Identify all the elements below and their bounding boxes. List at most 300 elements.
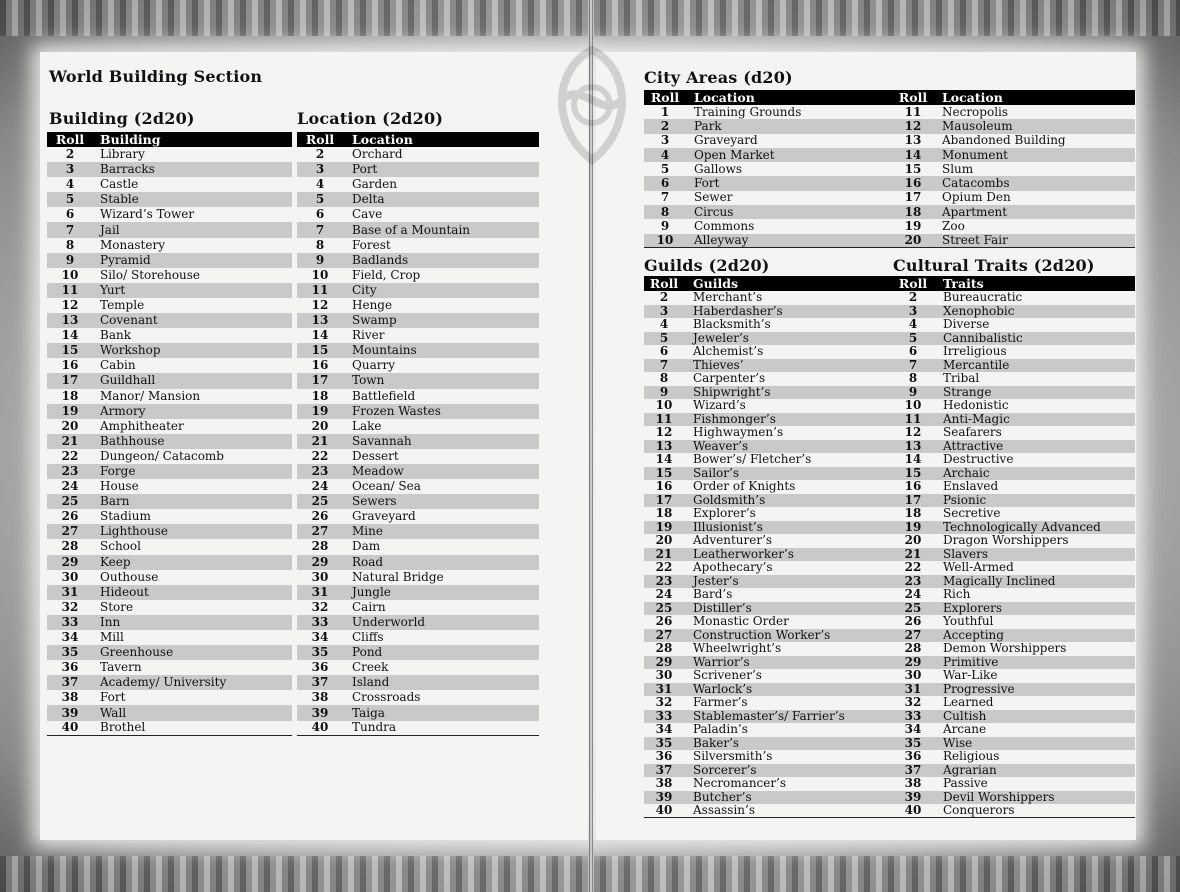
- guild-cell: Fishmonger’s: [684, 413, 892, 427]
- roll-cell: 8: [315, 237, 325, 252]
- celtic-knot-icon: [532, 40, 652, 180]
- roll-cell: 34: [311, 630, 329, 645]
- table-row: [47, 389, 292, 404]
- table-row: [644, 345, 1135, 359]
- roll-cell: 5: [892, 332, 934, 346]
- table-row: [47, 268, 292, 283]
- location-cell: Pond: [343, 645, 539, 660]
- roll-cell: 40: [655, 803, 673, 817]
- table-row: [47, 509, 292, 524]
- roll-cell: 21: [297, 434, 343, 449]
- table-row: [47, 343, 292, 358]
- location-table: [297, 132, 539, 736]
- table-row: [47, 464, 292, 479]
- table-row: [297, 298, 539, 313]
- building-cell: Lighthouse: [93, 524, 292, 539]
- roll-cell: 26: [311, 509, 329, 524]
- roll-cell: 16: [655, 479, 673, 494]
- roll-cell: 26: [904, 614, 922, 629]
- guild-cell: Alchemist’s: [693, 344, 764, 359]
- table-row: [47, 283, 292, 298]
- table-row: [47, 645, 292, 660]
- roll-cell: 35: [297, 645, 343, 660]
- roll-cell: 16: [311, 358, 329, 373]
- guild-cell: Leatherworker’s: [684, 548, 892, 562]
- location-cell: Cairn: [352, 599, 386, 614]
- table-row: [297, 192, 539, 207]
- city-areas-heading: City Areas (d20): [644, 68, 793, 87]
- building-cell: Covenant: [93, 313, 292, 328]
- roll-cell: 18: [892, 205, 934, 219]
- location-cell: Henge: [352, 297, 393, 312]
- roll-cell: 9: [644, 386, 684, 400]
- roll-cell: 15: [892, 467, 934, 481]
- location-cell: Jungle: [343, 585, 539, 600]
- roll-cell: 33: [892, 710, 934, 724]
- roll-cell: 29: [47, 555, 93, 570]
- roll-cell: 30: [904, 668, 922, 683]
- building-cell: Silo/ Storehouse: [100, 267, 201, 282]
- location-cell: Ocean/ Sea: [352, 479, 421, 494]
- table-row: [47, 298, 292, 313]
- location-cell: Swamp: [343, 313, 539, 328]
- table-row: [297, 389, 539, 404]
- location-cell: Taiga: [343, 705, 539, 720]
- building-cell: Tavern: [100, 660, 142, 675]
- trait-cell: Primitive: [934, 656, 1135, 670]
- roll-cell: 38: [655, 776, 673, 791]
- city-area-cell: Training Grounds: [694, 104, 802, 119]
- guild-cell: Thieves’: [684, 359, 892, 373]
- city-area-cell: Graveyard: [694, 133, 758, 148]
- table-row: [644, 440, 1135, 454]
- table-row: [47, 207, 292, 222]
- city-area-cell: Mausoleum: [934, 119, 1135, 133]
- guild-cell: Explorer’s: [693, 506, 756, 521]
- guild-cell: Adventurer’s: [693, 533, 773, 548]
- table-row: [644, 119, 1135, 133]
- roll-cell: 9: [297, 253, 343, 268]
- table-row: [644, 480, 1135, 494]
- roll-cell: 28: [311, 539, 329, 554]
- city-area-cell: Gallows: [694, 161, 743, 176]
- building-cell: Dungeon/ Catacomb: [100, 448, 224, 463]
- roll-cell: 14: [904, 452, 922, 467]
- table-row: [297, 585, 539, 600]
- roll-cell: 2: [315, 147, 325, 162]
- trait-cell: Demon Worshippers: [943, 641, 1067, 656]
- trait-cell: Strange: [934, 386, 1135, 400]
- table-row: [644, 305, 1135, 319]
- roll-cell: 30: [655, 668, 673, 683]
- roll-cell: 21: [892, 548, 934, 562]
- table-row: [644, 105, 1135, 119]
- trait-cell: Progressive: [934, 683, 1135, 697]
- table-row: [47, 555, 292, 570]
- building-cell: Forge: [93, 464, 292, 479]
- roll-cell: 4: [908, 317, 918, 332]
- traits-heading: Cultural Traits (2d20): [893, 256, 1095, 275]
- roll-cell: 10: [61, 267, 79, 282]
- roll-cell: 20: [311, 418, 329, 433]
- trait-cell: Explorers: [934, 602, 1135, 616]
- building-cell: Yurt: [93, 283, 292, 298]
- building-name-header: Building: [93, 132, 292, 147]
- table-row: [644, 534, 1135, 548]
- building-heading: Building (2d20): [49, 109, 195, 128]
- table-row: [644, 359, 1135, 373]
- table-row: [47, 222, 292, 237]
- roll-cell: 40: [904, 803, 922, 817]
- city-area-cell: Alleyway: [686, 234, 892, 248]
- roll-cell: 37: [297, 675, 343, 690]
- table-row: [47, 162, 292, 177]
- roll-cell: 38: [61, 690, 79, 705]
- table-row: [297, 464, 539, 479]
- location-cell: Sewers: [343, 494, 539, 509]
- table-row: [644, 413, 1135, 427]
- table-row: [644, 176, 1135, 190]
- table-row: [47, 600, 292, 615]
- guild-cell: Bower’s/ Fletcher’s: [693, 452, 812, 467]
- table-row: [644, 629, 1135, 643]
- roll-cell: 28: [61, 539, 79, 554]
- roll-cell: 20: [904, 533, 922, 548]
- location-name-header: Location: [343, 132, 539, 147]
- guilds-traits-table-header: [644, 276, 1135, 291]
- table-row: [47, 313, 292, 328]
- roll-cell: 6: [65, 207, 75, 222]
- trait-cell: Learned: [943, 695, 994, 710]
- location-cell: Dam: [352, 539, 381, 554]
- table-row: [297, 675, 539, 690]
- roll-cell: 2: [644, 119, 686, 133]
- roll-cell: 36: [311, 660, 329, 675]
- guild-cell: Paladin’s: [693, 722, 748, 737]
- trait-cell: Tribal: [943, 371, 980, 386]
- roll-cell: 5: [660, 161, 670, 176]
- location-cell: Mine: [343, 524, 539, 539]
- roll-cell: 8: [65, 237, 75, 252]
- roll-cell: 10: [311, 267, 329, 282]
- roll-cell: 14: [892, 148, 934, 162]
- table-row: [47, 192, 292, 207]
- table-row: [644, 656, 1135, 670]
- location-cell: Crossroads: [352, 690, 421, 705]
- table-row: [644, 804, 1135, 818]
- roll-cell: 2: [65, 147, 75, 162]
- city-area-cell: Street Fair: [934, 234, 1135, 248]
- building-cell: Barracks: [93, 162, 292, 177]
- guild-cell: Jester’s: [684, 575, 892, 589]
- city-area-cell: Necropolis: [942, 104, 1009, 119]
- roll-cell: 19: [47, 404, 93, 419]
- roll-cell: 4: [315, 177, 325, 192]
- city-area-cell: Commons: [694, 219, 755, 234]
- city-area-cell: Opium Den: [942, 190, 1011, 205]
- roll-cell: 4: [659, 317, 669, 332]
- roll-cell: 18: [61, 388, 79, 403]
- table-row: [47, 705, 292, 720]
- roll-cell: 7: [892, 359, 934, 373]
- trait-cell: Attractive: [934, 440, 1135, 454]
- table-row: [644, 386, 1135, 400]
- roll-cell: 27: [297, 524, 343, 539]
- roll-cell: 7: [660, 190, 670, 205]
- trait-cell: Hedonistic: [943, 398, 1009, 413]
- trait-cell: Cultish: [934, 710, 1135, 724]
- roll-cell: 20: [892, 234, 934, 248]
- table-row: [47, 539, 292, 554]
- location-cell: Underworld: [343, 615, 539, 630]
- roll-cell: 29: [297, 555, 343, 570]
- roll-cell: 11: [892, 413, 934, 427]
- guild-cell: Wizard’s: [693, 398, 746, 413]
- table-row: [47, 721, 292, 736]
- location-cell: Forest: [352, 237, 391, 252]
- roll-cell: 17: [47, 373, 93, 388]
- roll-cell: 13: [644, 440, 684, 454]
- location-cell: Base of a Mountain: [343, 222, 539, 237]
- roll-cell: 34: [61, 630, 79, 645]
- roll-cell: 37: [892, 764, 934, 778]
- roll-cell: 23: [644, 575, 684, 589]
- page-title: World Building Section: [49, 67, 263, 86]
- building-cell: Store: [100, 599, 134, 614]
- guild-cell: Haberdasher’s: [684, 305, 892, 319]
- table-row: [47, 449, 292, 464]
- table-row: [47, 494, 292, 509]
- guild-cell: Jeweler’s: [684, 332, 892, 346]
- location-cell: Orchard: [352, 147, 403, 162]
- building-cell: Castle: [100, 177, 139, 192]
- table-row: [297, 358, 539, 373]
- roll-cell: 22: [655, 560, 673, 575]
- building-table-header: [47, 132, 292, 147]
- table-row: [297, 253, 539, 268]
- trait-cell: Diverse: [943, 317, 990, 332]
- roll-cell: 38: [904, 776, 922, 791]
- building-cell: Jail: [93, 222, 292, 237]
- table-row: [297, 177, 539, 192]
- roll-cell: 36: [61, 660, 79, 675]
- roll-cell: 4: [65, 177, 75, 192]
- location-cell: Tundra: [352, 720, 397, 735]
- building-cell: Outhouse: [100, 569, 159, 584]
- location-cell: Savannah: [343, 434, 539, 449]
- trait-cell: Mercantile: [934, 359, 1135, 373]
- roll-cell: 24: [311, 479, 329, 494]
- table-row: [644, 467, 1135, 481]
- table-row: [47, 524, 292, 539]
- trait-cell: Well-Armed: [943, 560, 1014, 575]
- table-row: [644, 494, 1135, 508]
- guild-cell: Baker’s: [684, 737, 892, 751]
- guilds-name-header: Guilds: [684, 276, 892, 291]
- table-row: [644, 521, 1135, 535]
- roll-cell: 39: [892, 791, 934, 805]
- roll-cell: 8: [908, 371, 918, 386]
- building-cell: Inn: [93, 615, 292, 630]
- roll-cell: 11: [904, 104, 922, 119]
- table-row: [297, 555, 539, 570]
- table-row: [644, 575, 1135, 589]
- trait-cell: Conquerors: [943, 803, 1015, 817]
- city-area-cell: Fort: [686, 176, 892, 190]
- building-cell: Manor/ Mansion: [100, 388, 201, 403]
- guild-cell: Apothecary’s: [693, 560, 773, 575]
- roll-cell: 26: [61, 509, 79, 524]
- roll-cell: 13: [47, 313, 93, 328]
- city-area-cell: Catacombs: [934, 176, 1135, 190]
- roll-cell: 39: [644, 791, 684, 805]
- roll-cell: 15: [47, 343, 93, 358]
- table-row: [644, 750, 1135, 764]
- city-area-cell: Abandoned Building: [942, 133, 1066, 148]
- roll-cell: 21: [644, 548, 684, 562]
- roll-cell: 9: [47, 253, 93, 268]
- table-row: [644, 602, 1135, 616]
- roll-cell: 6: [908, 344, 918, 359]
- trait-cell: Agrarian: [934, 764, 1135, 778]
- trait-cell: Religious: [943, 749, 1000, 764]
- table-row: [47, 328, 292, 343]
- roll-cell: 39: [47, 705, 93, 720]
- roll-cell: 36: [904, 749, 922, 764]
- guild-cell: Farmer’s: [693, 695, 748, 710]
- location-cell: City: [343, 283, 539, 298]
- table-row: [47, 570, 292, 585]
- table-row: [297, 419, 539, 434]
- traits-name-header: Traits: [934, 276, 1135, 291]
- table-row: [644, 219, 1135, 233]
- roll-cell: 12: [655, 425, 673, 440]
- trait-cell: Passive: [943, 776, 988, 791]
- roll-cell: 29: [644, 656, 684, 670]
- trait-cell: Destructive: [943, 452, 1014, 467]
- roll-cell: 31: [892, 683, 934, 697]
- roll-cell: 16: [904, 479, 922, 494]
- roll-cell: 23: [47, 464, 93, 479]
- table-row: [644, 764, 1135, 778]
- table-row: [47, 660, 292, 675]
- roll-cell: 31: [297, 585, 343, 600]
- table-row: [297, 343, 539, 358]
- roll-cell: 34: [655, 722, 673, 737]
- location-cell: Natural Bridge: [352, 569, 444, 584]
- table-row: [644, 426, 1135, 440]
- table-row: [297, 283, 539, 298]
- guild-cell: Assassin’s: [693, 803, 755, 817]
- trait-cell: Enslaved: [943, 479, 999, 494]
- table-row: [644, 372, 1135, 386]
- roll-cell: 32: [904, 695, 922, 710]
- table-row: [297, 434, 539, 449]
- building-cell: Stadium: [100, 509, 151, 524]
- table-row: [297, 539, 539, 554]
- roll-cell: 23: [892, 575, 934, 589]
- trait-cell: Irreligious: [943, 344, 1007, 359]
- roll-cell: 21: [47, 434, 93, 449]
- roll-cell: 13: [904, 133, 922, 148]
- roll-cell: 22: [311, 448, 329, 463]
- table-row: [644, 777, 1135, 791]
- roll-cell: 5: [47, 192, 93, 207]
- roll-cell: 18: [655, 506, 673, 521]
- roll-cell: 24: [904, 587, 922, 602]
- roll-cell: 3: [47, 162, 93, 177]
- roll-cell: 25: [644, 602, 684, 616]
- table-row: [297, 524, 539, 539]
- trait-cell: Accepting: [934, 629, 1135, 643]
- table-row: [644, 507, 1135, 521]
- roll-cell: 25: [47, 494, 93, 509]
- building-cell: Wall: [93, 705, 292, 720]
- roll-cell: 8: [659, 371, 669, 386]
- city-area-cell: Slum: [942, 161, 974, 176]
- roll-cell: 15: [904, 161, 922, 176]
- guild-cell: Sorcerer’s: [684, 764, 892, 778]
- location-cell: Mountains: [343, 343, 539, 358]
- location-cell: Road: [343, 555, 539, 570]
- table-row: [297, 238, 539, 253]
- roll-cell: 11: [47, 283, 93, 298]
- roll-cell: 19: [892, 521, 934, 535]
- roll-cell: 35: [644, 737, 684, 751]
- roll-cell: 18: [311, 388, 329, 403]
- roll-cell: 38: [311, 690, 329, 705]
- building-cell: Pyramid: [93, 253, 292, 268]
- roll-cell: 22: [904, 560, 922, 575]
- table-row: [644, 234, 1135, 248]
- table-row: [297, 570, 539, 585]
- table-row: [297, 509, 539, 524]
- roll-cell: 27: [892, 629, 934, 643]
- table-row: [47, 358, 292, 373]
- guild-cell: Weaver’s: [684, 440, 892, 454]
- table-row: [297, 494, 539, 509]
- table-row: [297, 721, 539, 736]
- city-areas-table: [644, 90, 1135, 248]
- roll-cell: 6: [315, 207, 325, 222]
- building-cell: Workshop: [93, 343, 292, 358]
- roll-cell: 35: [47, 645, 93, 660]
- roll-cell: 6: [644, 176, 686, 190]
- table-row: [297, 313, 539, 328]
- roll-cell: 5: [297, 192, 343, 207]
- roll-cell: 40: [61, 720, 79, 735]
- location-cell: Field, Crop: [352, 267, 421, 282]
- roll-cell: 9: [660, 219, 670, 234]
- roll-cell: 40: [311, 720, 329, 735]
- city-area-cell: Monument: [934, 148, 1135, 162]
- roll-cell: 7: [644, 359, 684, 373]
- building-cell: Greenhouse: [93, 645, 292, 660]
- roll-cell: 2: [908, 290, 918, 305]
- building-cell: Bathhouse: [93, 434, 292, 449]
- location-table-header: [297, 132, 539, 147]
- table-row: [297, 705, 539, 720]
- roll-cell: 31: [47, 585, 93, 600]
- building-cell: Fort: [100, 690, 126, 705]
- roll-cell: 31: [644, 683, 684, 697]
- table-row: [644, 134, 1135, 148]
- roll-cell: 12: [892, 119, 934, 133]
- roll-cell: 37: [47, 675, 93, 690]
- table-row: [644, 332, 1135, 346]
- building-cell: Hideout: [93, 585, 292, 600]
- roll-cell: 15: [644, 467, 684, 481]
